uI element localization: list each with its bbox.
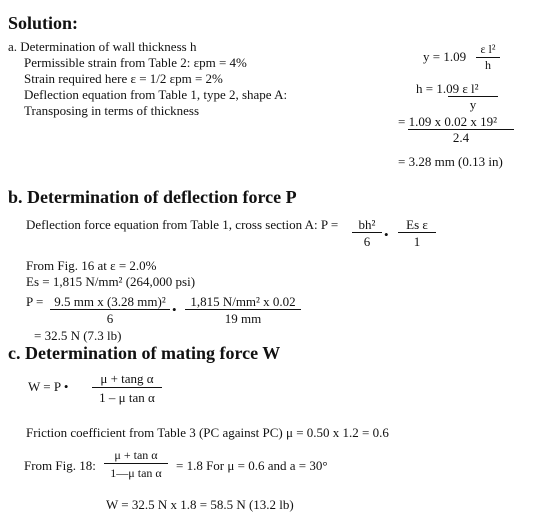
- eq2-denominator: y: [469, 97, 477, 112]
- p-frac2-bar: [185, 309, 301, 310]
- p-frac2-denominator: 19 mm: [224, 311, 262, 326]
- fig16-line: From Fig. 16 at ε = 2.0%: [26, 258, 157, 273]
- deflection-equation-line: Deflection equation from Table 1, type 2, shape A:: [24, 87, 288, 102]
- p-frac1-denominator: 6: [106, 311, 114, 326]
- force-frac1-bar: [352, 232, 382, 233]
- force-frac1-numerator: bh²: [358, 217, 376, 232]
- fig18-fraction-bar: [104, 463, 168, 464]
- force-frac2-numerator: Es ε: [406, 217, 428, 232]
- p-frac2-numerator: 1,815 N/mm² x 0.02: [190, 294, 296, 309]
- eq1-lhs: y = 1.09: [423, 49, 467, 64]
- strain-required-line: Strain required here ε = 1/2 εpm = 2%: [24, 71, 223, 86]
- friction-line: Friction coefficient from Table 3 (PC against PC) μ = 0.50 x 1.2 = 0.6: [26, 425, 389, 440]
- w-numerator: μ + tang α: [100, 371, 154, 386]
- permissible-strain-line: Permissible strain from Table 2: εpm = 4%: [24, 55, 247, 70]
- part-a-heading: a. Determination of wall thickness h: [8, 39, 197, 54]
- force-frac2-denominator: 1: [413, 234, 421, 249]
- eq3-numerator: = 1.09 x 0.02 x 19²: [398, 114, 497, 129]
- transposing-line: Transposing in terms of thickness: [24, 103, 200, 118]
- force-frac1-denominator: 6: [363, 234, 371, 249]
- p-lhs: P =: [26, 294, 44, 309]
- w-final-result: W = 32.5 N x 1.8 = 58.5 N (13.2 lb): [106, 497, 294, 512]
- es-value-line: Es = 1,815 N/mm² (264,000 psi): [26, 274, 196, 289]
- fig18-denominator: 1—μ tan α: [110, 466, 162, 480]
- p-frac1-bar: [50, 309, 170, 310]
- eq2-numerator: h = 1.09 ε l²: [416, 81, 479, 96]
- w-denominator: 1 – μ tan α: [99, 390, 155, 405]
- solution-title: Solution:: [8, 13, 79, 33]
- eq1-numerator: ε l²: [480, 42, 496, 56]
- eq3-denominator: 2.4: [452, 130, 470, 145]
- fig18-lhs: From Fig. 18:: [24, 458, 96, 473]
- w-fraction-bar: [92, 387, 162, 388]
- eq1-denominator: h: [485, 58, 491, 72]
- w-lhs: W = P •: [28, 379, 69, 394]
- fig18-rhs: = 1.8 For μ = 0.6 and a = 30°: [176, 458, 328, 473]
- part-b-title: b. Determination of deflection force P: [8, 187, 297, 207]
- force-equation-text: Deflection force equation from Table 1, cross section A: P =: [26, 217, 339, 232]
- p-multiply-dot: •: [172, 302, 177, 317]
- p-frac1-numerator: 9.5 mm x (3.28 mm)²: [54, 294, 166, 309]
- fig18-numerator: μ + tan α: [114, 448, 158, 462]
- part-c-title: c. Determination of mating force W: [8, 343, 281, 363]
- p-result: = 32.5 N (7.3 lb): [34, 328, 122, 343]
- force-frac2-bar: [398, 232, 436, 233]
- eq4-thickness-result: = 3.28 mm (0.13 in): [398, 154, 503, 169]
- multiply-dot: •: [384, 227, 389, 242]
